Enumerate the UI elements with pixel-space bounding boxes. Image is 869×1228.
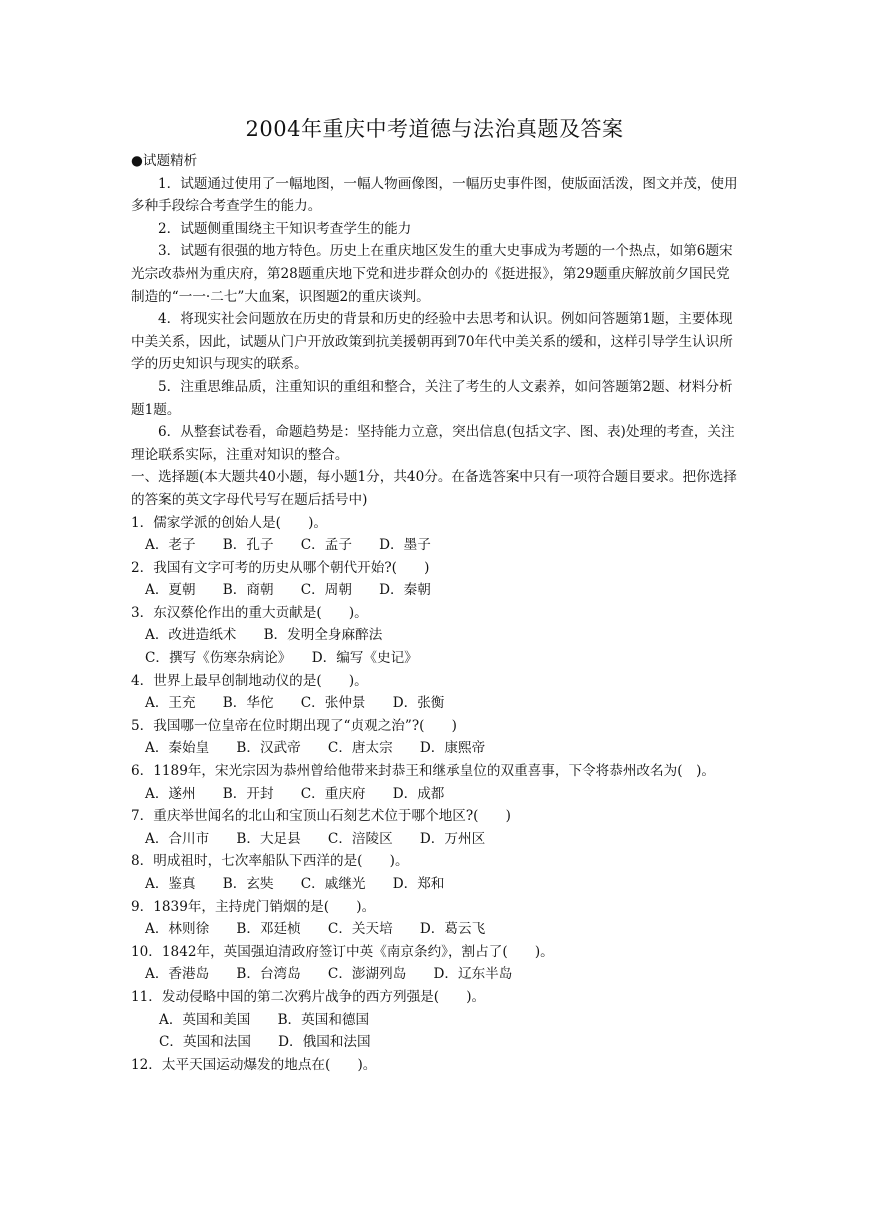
section-heading: 一、选择题(本大题共40小题，每小题1分，共40分。在备选答案中只有一项符合题目要求。把你选择的答案的英文字母代号写在题后括号中)	[131, 469, 737, 508]
question-text: 3．东汉蔡伦作出的重大贡献是( )。	[131, 604, 368, 621]
analysis-point: 3．试题有很强的地方特色。历史上在重庆地区发生的重大史事成为考题的一个热点，如第6题宋光宗改恭州为重庆府，第28题重庆地下党和进步群众创办的《挺进报》，第29题重庆解放前夕国民党制造的“一一·二七”大血案，识图题2的重庆谈判。	[131, 243, 733, 305]
question-options: A．英国和美国 B．英国和德国	[159, 1011, 370, 1028]
analysis-point: 4．将现实社会问题放在历史的背景和历史的经验中去思考和认识。例如问答题第1题，主要体现中美关系，因此，试题从门户开放政策到抗美援朝再到70年代中美关系的缓和，这样引导学生认识所学的历史知识与现实的联系。	[131, 311, 733, 373]
question-text: 10．1842年，英国强迫清政府签订中英《南京条约》，割占了( )。	[131, 943, 554, 960]
question-text: 9．1839年，主持虎门销烟的是( )。	[131, 898, 376, 915]
question-options: A．老子 B．孔子 C．孟子 D．墨子	[145, 537, 431, 554]
question-options: A．改进造纸术 B．发明全身麻醉法	[145, 627, 383, 644]
question-text: 2．我国有文字可考的历史从哪个朝代开始?( )	[131, 559, 430, 576]
question-text: 6．1189年，宋光宗因为恭州曾给他带来封恭王和继承皇位的双重喜事，下令将恭州改名为( )。	[131, 763, 716, 780]
question-text: 5．我国哪一位皇帝在位时期出现了“贞观之治”?( )	[131, 717, 457, 734]
question-options: A．秦始皇 B．汉武帝 C．唐太宗 D．康熙帝	[145, 740, 486, 757]
question-options: A．合川市 B．大足县 C．涪陵区 D．万州区	[145, 830, 486, 847]
question-options: C．英国和法国 D．俄国和法国	[159, 1034, 371, 1051]
question-text: 8．明成祖时，七次率船队下西洋的是( )。	[131, 853, 409, 870]
question-options: A．鉴真 B．玄奘 C．戚继光 D．郑和	[145, 876, 445, 892]
analysis-point: 1．试题通过使用了一幅地图，一幅人物画像图，一幅历史事件图，使版面活泼，图文并茂，使用多种手段综合考查学生的能力。	[131, 175, 738, 215]
question-text: 11．发动侵略中国的第二次鸦片战争的西方列强是( )。	[131, 988, 486, 1005]
analysis-heading: ●试题精析	[131, 153, 198, 169]
question-text: 12．太平天国运动爆发的地点在( )。	[131, 1056, 377, 1073]
document-body	[131, 150, 741, 1076]
question-options: A．夏朝 B．商朝 C．周朝 D．秦朝	[145, 582, 431, 599]
question-options: C．撰写《伤寒杂病论》 D．编写《史记》	[145, 650, 418, 667]
analysis-point: 5．注重思维品质，注重知识的重组和整合，关注了考生的人文素养，如问答题第2题、材料分析题1题。	[131, 378, 733, 418]
analysis-point: 2．试题侧重围绕主干知识考查学生的能力	[158, 220, 412, 237]
page-title: 2004年重庆中考道德与法治真题及答案	[245, 117, 624, 141]
question-options: A．香港岛 B．台湾岛 C．澎湖列岛 D．辽东半岛	[145, 966, 513, 983]
question-options: A．王充 B．华佗 C．张仲景 D．张衡	[145, 695, 445, 712]
question-text: 7．重庆举世闻名的北山和宝顶山石刻艺术位于哪个地区?( )	[131, 808, 511, 825]
question-text: 4．世界上最早创制地动仪的是( )。	[131, 672, 368, 689]
question-options: A．林则徐 B．邓廷桢 C．关天培 D．葛云飞	[145, 921, 486, 938]
question-options: A．遂州 B．开封 C．重庆府 D．成都	[145, 785, 445, 802]
analysis-point: 6．从整套试卷看，命题趋势是：坚持能力立意，突出信息(包括文字、图、表)处理的考查，关注理论联系实际，注重对知识的整合。	[131, 424, 735, 463]
question-text: 1．儒家学派的创始人是( )。	[131, 514, 327, 531]
